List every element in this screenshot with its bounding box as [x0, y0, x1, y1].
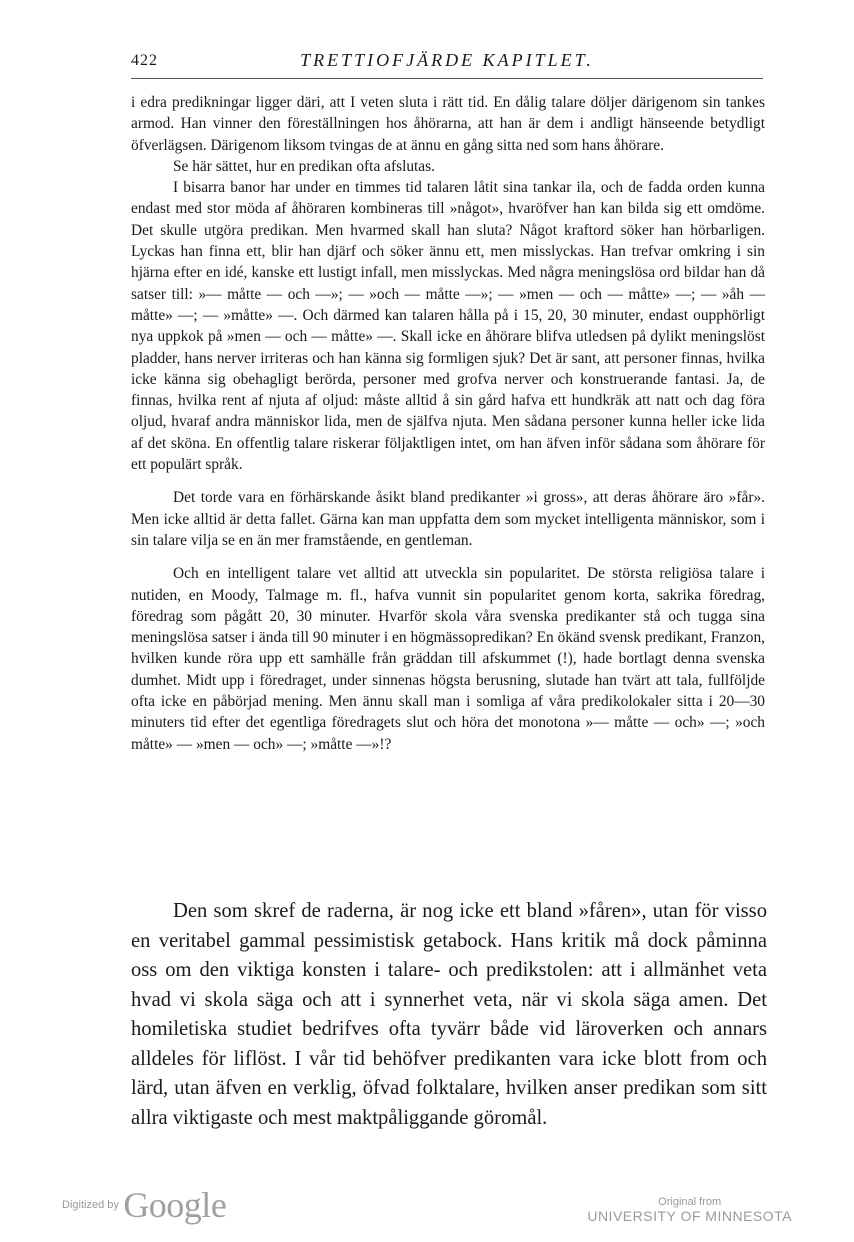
source-attribution [587, 1196, 792, 1224]
running-head: TRETTIOFJÄRDE KAPITLET. [300, 50, 594, 70]
paragraph: i edra predikningar ligger däri, att I veten sluta i rätt tid. En dålig talare döljer därigenom sin tankes armod. Han vinner den föreställningen hos åhörarna, att han är dem i andligt hänseende betydligt öfverlägsen. Därigenom liksom tvingas de at ännu en gång sitta ned som hans åhörare. [131, 94, 765, 154]
paragraph: Se här sättet, hur en predikan ofta afslutas. [173, 157, 435, 175]
google-logo: Google [123, 1185, 227, 1225]
original-from-label: Original from [658, 1196, 722, 1208]
page-number: 422 [131, 52, 158, 69]
university-label: UNIVERSITY OF MINNESOTA [587, 1208, 792, 1224]
body-text [131, 92, 765, 755]
page-header [131, 48, 763, 79]
paragraph: Det torde vara en förhärskande åsikt bland predikanter »i gross», att deras åhörare äro »får». Men icke alltid är detta fallet. Gärna kan man uppfatta dem som mycket intelligenta människor, som i sin talare vilja se en än mer framstående, en gentleman. [131, 489, 765, 549]
digitized-by-label: Digitized by [62, 1199, 119, 1211]
paragraph: Och en intelligent talare vet alltid att utveckla sin popularitet. De största religiösa talare i nutiden, en Moody, Talmage m. fl., hafva vunnit sin popularitet genom korta, sakrika föredrag, föredrag som pågått 20, 30 minuter. Hvarför skola våra svenska predikanter stå och tugga sina meningslösa satser i ända till 90 minuter i en högmässopredikan? En ökänd svensk predikant, Franzon, hvilken kunde röra upp ett samhälle från gräddan till afskummet (!), hade bortlagt denna svenska dumhet. Midt upp i föredraget, under sinnenas högsta berusning, slutade han tvärt att tala, fullföljde ofta icke en påbörjad mening. Men ännu skall man i somliga af våra predikolokaler sitta i 20—30 minuters tid efter det egentliga föredragets slut och höra det monotona »— måtte — och» —; »och måtte» — »men — och» —; »måtte —»!? [131, 565, 765, 753]
closing-paragraph-block [131, 897, 767, 1133]
digitized-by-watermark [62, 1184, 226, 1226]
closing-paragraph: Den som skref de raderna, är nog icke ett bland »fåren», utan för visso en veritabel gammal pessimistisk getabock. Hans kritik må dock påminna oss om den viktiga konsten i talare- och predikstolen: att i allmänhet veta hvad vi skola säga och att i synnerhet veta, när vi skola säga amen. Det homiletiska studiet bedrifves ofta tyvärr både vid läroverken och annars alldeles för liflöst. I vår tid behöfver predikanten vara icke blott from och lärd, utan äfven en verklig, öfvad folktalare, hvilken anser predikan som sitt allra viktigaste och mest maktpåliggande göromål. [131, 900, 767, 1129]
paragraph: I bisarra banor har under en timmes tid talaren låtit sina tankar ila, och de fadda orden kunna endast med stor möda af åhöraren kombineras till »något», hvaröfver han kan bilda sig ett omdöme. Det skulle utgöra predikan. Men hvarmed skall han sluta? Något kraftord söker han hörbarligen. Lyckas han finna ett, blir han djärf och söker ännu ett, men misslyckas. Han trefvar omkring i sin hjärna efter en idé, kanske ett lustigt infall, men misslyckas. Med några meningslösa ord bildar han då satser till: »— måtte — och —»; — »och — måtte —»; — »men — och — måtte» —; — »åh — måtte» —; — »måtte» —. Och därmed kan talaren hålla på i 15, 20, 30 minuter, endast oupphörligt nya uppkok på »men — och — måtte» —. Skall icke en åhörare blifva utledsen på dylikt meningslöst pladder, hans nerver irriteras och han känna sig formligen sjuk? Det är sant, att personer finnas, hvilka icke känna sig obehagligt berörda, personer med grofva nerver och konstruerande fantasi. Ja, de finnas, hvilka rent af njuta af oljud: måste alltid å sin gård hafva ett hundkräk att natt och dag föra oljud, hvaraf andra människor lida, men de själfva njuta. Men sådana personer kunna heller icke lida af det sköna. En offentlig talare riskerar följaktligen intet, om han äfven inför sådana som åhörare för ett populärt språk. [131, 179, 765, 474]
